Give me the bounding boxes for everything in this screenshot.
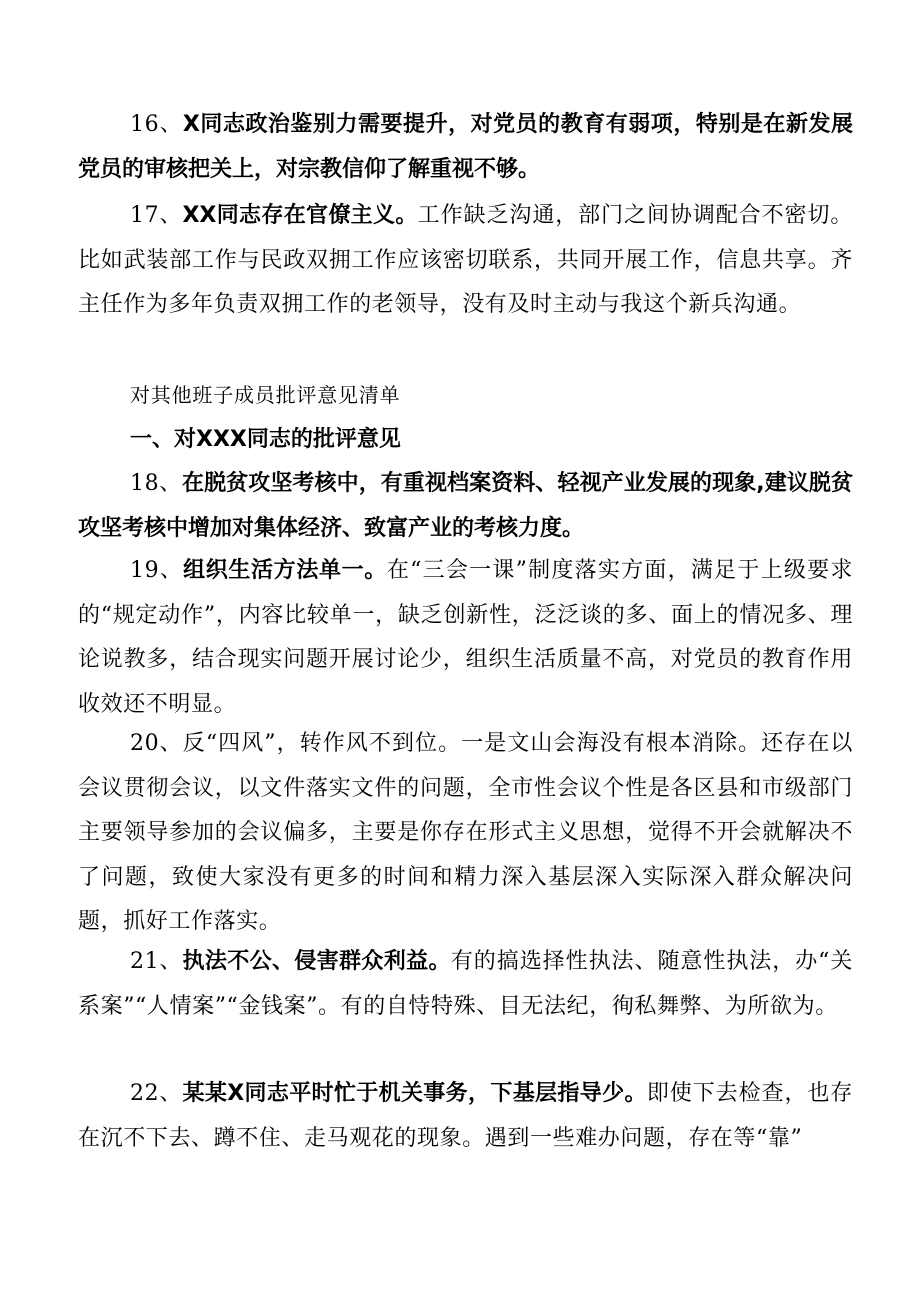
paragraph-number: 20、 [130,731,183,756]
paragraph-number: 21、 [130,949,183,974]
paragraph-17 [78,194,853,328]
paragraph-number: 19、 [130,558,184,583]
paragraph-body: 有的搞选择性执法、随意性执法，办“关系案”“人情案”“金钱案”。有的自恃特殊、目无法纪，徇私舞弊、为所欲为。 [78,949,853,1019]
paragraph-body: 即使下去检查，也存在沉不下去、蹲不住、走马观花的现象。遇到一些难办问题，存在等“靠” [78,1081,854,1151]
section-title: 对其他班子成员批评意见清单 [130,383,401,407]
bold-lead: 在脱贫攻坚考核中，有重视档案资料、轻视产业发展的现象,建议脱贫攻坚考核中增加对集体经济、致富产业的考核力度。 [78,471,853,541]
paragraph-18 [78,462,853,551]
paragraph-20 [78,722,853,945]
bold-lead: XX同志存在官僚主义。 [182,203,418,228]
paragraph-number: 16、 [130,112,183,137]
paragraph-22 [78,1072,853,1161]
paragraph-body: 在“三会一课”制度落实方面，满足于上级要求的“规定动作”，内容比较单一，缺乏创新性，泛泛谈的多、面上的情况多、理论说教多，结合现实问题开展讨论少，组织生活质量不高，对党员的教育作用收效还不明显。 [78,558,853,717]
paragraph-number: 17、 [130,203,183,228]
paragraph-16 [78,103,853,192]
bold-lead: 组织生活方法单一。 [183,558,387,583]
paragraph-number: 22、 [130,1081,183,1106]
paragraph-body: 反“四风”，转作风不到位。一是文山会海没有根本消除。还存在以会议贯彻会议，以文件落实文件的问题，全市性会议个性是各区县和市级部门主要领导参加的会议偏多，主要是你存在形式主义思想，觉得不开会就解决不了问题，致使大家没有更多的时间和精力深入基层深入实际深入群众解决问题，抓好工作落实。 [78,731,854,934]
bold-lead: X同志政治鉴别力需要提升，对党员的教育有弱项，特别是在新发展党员的审核把关上，对宗教信仰了解重视不够。 [78,112,853,182]
bold-lead: 某某X同志平时忙于机关事务，下基层指导少。 [182,1081,647,1106]
paragraph-19 [78,549,853,727]
bold-lead: 执法不公、侵害群众利益。 [182,949,451,974]
paragraph-number: 18、 [130,471,182,496]
paragraph-21 [78,940,853,1029]
paragraph-body: 工作缺乏沟通，部门之间协调配合不密切。比如武装部工作与民政双拥工作应该密切联系，共同开展工作，信息共享。齐主任作为多年负责双拥工作的老领导，没有及时主动与我这个新兵沟通。 [78,203,853,317]
section-heading: 一、对XXX同志的批评意见 [130,427,401,452]
